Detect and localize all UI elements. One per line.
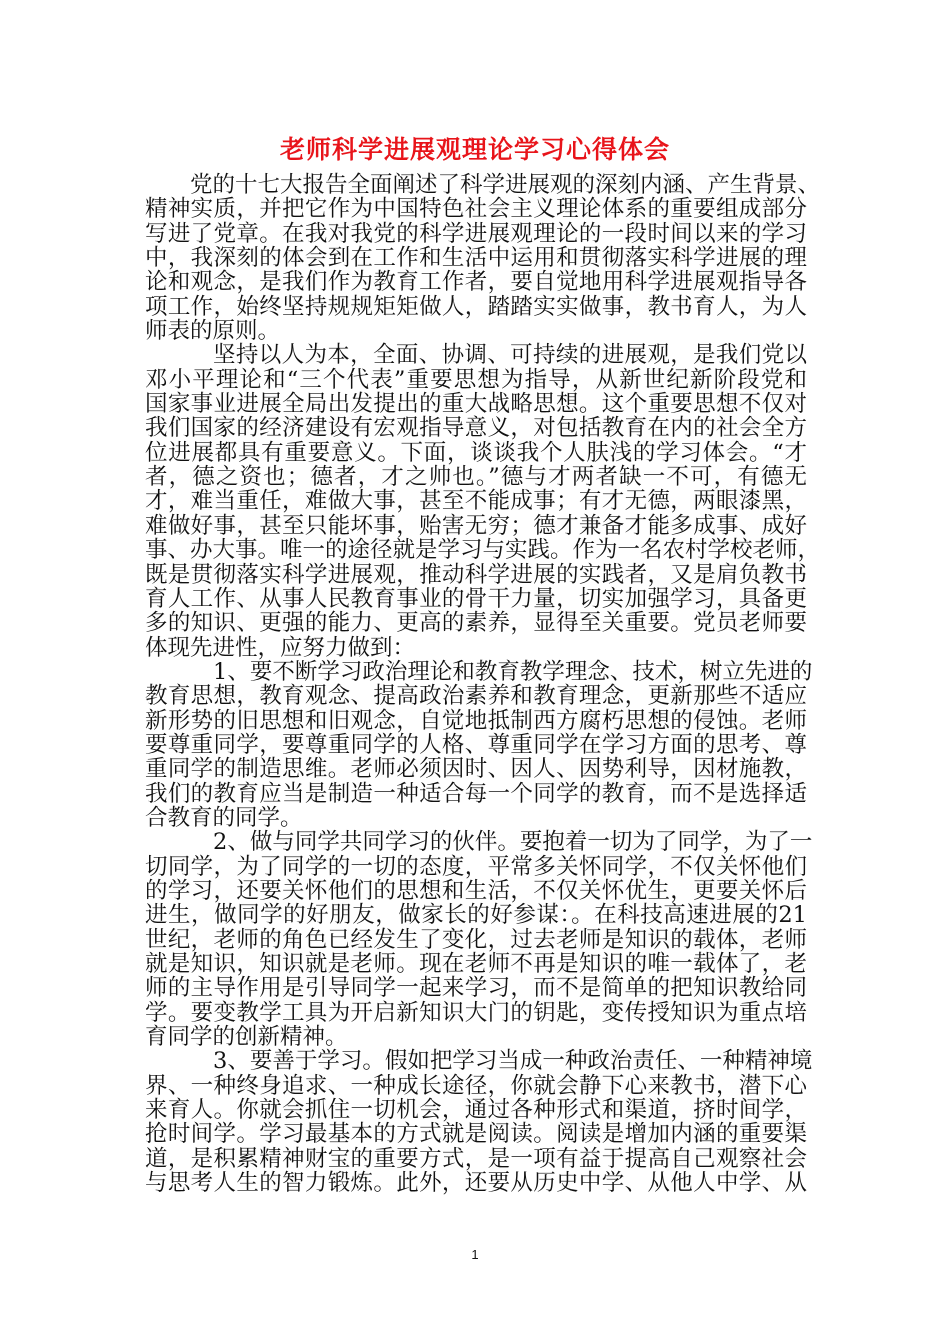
text-line: 的学习，还要关怀他们的思想和生活，不仅关怀优生，更要关怀后 xyxy=(145,877,807,904)
text-line: 者，德之资也；德者，才之帅也。”德与才两者缺一不可，有德无 xyxy=(145,464,807,491)
text-line: 切同学，为了同学的一切的态度，平常多关怀同学，不仅关怀他们 xyxy=(145,853,807,880)
text-line: 重同学的制造思维。老师必须因时、因人、因势利导，因材施教， xyxy=(145,756,807,783)
text-line: 与思考人生的智力锻炼。此外，还要从历史中学、从他人中学、从 xyxy=(145,1170,807,1197)
text-line: 事、办大事。唯一的途径就是学习与实践。作为一名农村学校老师， xyxy=(145,537,821,564)
paragraph xyxy=(145,1048,813,1197)
text-line: 论和观念，是我们作为教育工作者，要自觉地用科学进展观指导各 xyxy=(145,269,807,296)
text-line: 坚持以人为本，全面、协调、可持续的进展观，是我们党以 xyxy=(213,342,807,369)
text-line: 世纪，老师的角色已经发生了变化，过去老师是知识的载体，老师 xyxy=(145,926,807,953)
text-line: 写进了党章。在我对我党的科学进展观理论的一段时间以来的学习 xyxy=(145,220,807,247)
text-line: 教育思想，教育观念、提高政治素养和教育理念，更新那些不适应 xyxy=(145,683,807,710)
text-line: 道，是积累精神财宝的重要方式，是一项有益于提高自己观察社会 xyxy=(145,1145,807,1172)
text-line: 我们国家的经济建设有宏观指导意义，对包括教育在内的社会全方 xyxy=(145,415,807,442)
text-line: 国家事业进展全局出发提出的重大战略思想。这个重要思想不仅对 xyxy=(145,391,807,418)
text-line: 育人工作、从事人民教育事业的骨干力量，切实加强学习，具备更 xyxy=(145,585,807,612)
text-line: 师表的原则。 xyxy=(145,318,281,345)
text-line: 来育人。你就会抓住一切机会，通过各种形式和渠道，挤时间学， xyxy=(145,1097,807,1124)
text-line: 党的十七大报告全面阐述了科学进展观的深刻内涵、产生背景、 xyxy=(190,172,821,198)
text-line: 才，难当重任，难做大事，甚至不能成事；有才无德，两眼漆黑， xyxy=(145,488,807,515)
text-line: 多的知识、更强的能力、更高的素养，显得至关重要。党员老师要 xyxy=(145,610,807,637)
text-line: 新形势的旧思想和旧观念，自觉地抵制西方腐朽思想的侵蚀。老师 xyxy=(145,707,807,734)
text-line: 2、做与同学共同学习的伙伴。要抱着一切为了同学，为了一 xyxy=(213,829,813,856)
text-line: 3、要善于学习。假如把学习当成一种政治责任、一种精神境 xyxy=(213,1048,813,1075)
document-title: 老师科学进展观理论学习心得体会 xyxy=(279,135,670,164)
text-line: 学。要变教学工具为开启新知识大门的钥匙，变传授知识为重点培 xyxy=(145,999,807,1026)
paragraph xyxy=(145,658,813,831)
text-line: 进生，做同学的好朋友，做家长的好参谋：。在科技高速进展的21 xyxy=(145,902,807,929)
paragraph xyxy=(145,829,813,1051)
text-line: 体现先进性，应努力做到： xyxy=(145,634,416,661)
text-line: 我们的教育应当是制造一种适合每一个同学的教育，而不是选择适 xyxy=(145,780,807,807)
text-line: 师的主导作用是引导同学一起来学习，而不是简单的把知识教给同 xyxy=(145,975,807,1002)
text-line: 界、一种终身追求、一种成长途径，你就会静下心来教书，潜下心 xyxy=(145,1072,807,1099)
document-body xyxy=(145,172,821,1197)
text-line: 育同学的创新精神。 xyxy=(145,1024,348,1051)
text-line: 1、要不断学习政治理论和教育教学理念、技术，树立先进的 xyxy=(213,658,813,685)
text-line: 项工作，始终坚持规规矩矩做人，踏踏实实做事，教书育人，为人 xyxy=(145,293,807,320)
text-line: 中，我深刻的体会到在工作和生活中运用和贯彻落实科学进展的理 xyxy=(145,245,807,272)
text-line: 既是贯彻落实科学进展观，推动科学进展的实践者，又是肩负教书 xyxy=(145,561,807,588)
text-line: 位进展都具有重要意义。下面，谈谈我个人肤浅的学习体会。“才 xyxy=(145,439,807,466)
text-line: 合教育的同学。 xyxy=(145,804,303,831)
paragraph xyxy=(145,172,821,345)
text-line: 邓小平理论和“三个代表”重要思想为指导，从新世纪新阶段党和 xyxy=(145,366,807,393)
paragraph xyxy=(145,342,821,661)
page-number: 1 xyxy=(471,1247,479,1262)
text-line: 抢时间学。学习最基本的方式就是阅读。阅读是增加内涵的重要渠 xyxy=(145,1121,807,1148)
text-line: 要尊重同学，要尊重同学的人格、尊重同学在学习方面的思考、尊 xyxy=(145,731,807,758)
text-line: 精神实质，并把它作为中国特色社会主义理论体系的重要组成部分 xyxy=(145,196,807,223)
text-line: 就是知识，知识就是老师。现在老师不再是知识的唯一载体了，老 xyxy=(145,951,807,977)
text-line: 难做好事，甚至只能坏事，贻害无穷；德才兼备才能多成事、成好 xyxy=(145,512,807,539)
